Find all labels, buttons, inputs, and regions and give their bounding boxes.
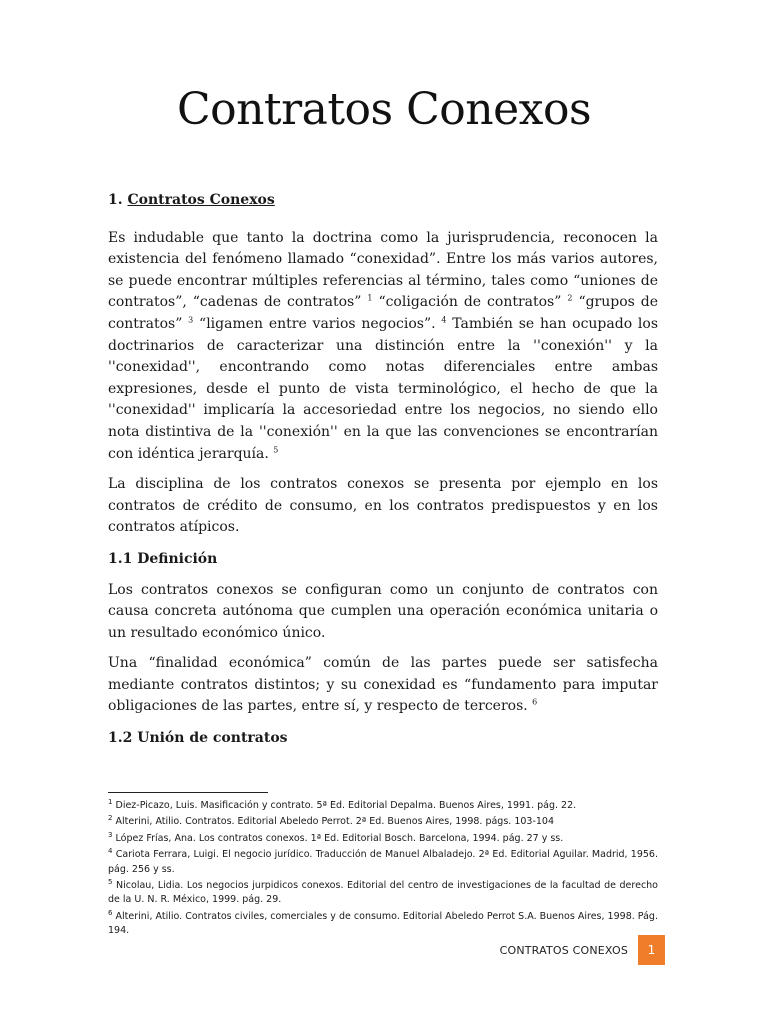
footnote-number: 1: [108, 797, 113, 806]
section-heading-1: [108, 190, 658, 212]
footnote-text: Alterini, Atilio. Contratos. Editorial Abeledo Perrot. 2ª Ed. Buenos Aires, 1998. págs. 103-104: [115, 816, 555, 828]
footnote-text: López Frías, Ana. Los contratos conexos. 1ª Ed. Editorial Bosch. Barcelona, 1994. pág. 27 y ss.: [115, 832, 564, 844]
footnote-number: 6: [108, 908, 113, 917]
footnote-text: Cariota Ferrara, Luigi. El negocio jurídico. Traducción de Manuel Albaladejo. 2ª Ed. Editorial Aguilar. Madrid, 1956. pág. 256 y ss.: [108, 849, 658, 875]
footnote: [108, 848, 658, 877]
paragraph-text: “ligamen entre varios negocios”.: [199, 315, 436, 332]
footnote-ref-2[interactable]: 2: [567, 293, 573, 303]
footnote-text: Alterini, Atilio. Contratos civiles, comerciales y de consumo. Editorial Abeledo Perrot S.A. Buenos Aires, 1998. Pág. 194.: [108, 910, 658, 937]
footnote-number: 2: [108, 814, 113, 823]
footnote: [108, 879, 658, 908]
section-heading-union: 1.2 Unión de contratos: [108, 730, 288, 747]
document-body: [108, 190, 658, 759]
paragraph-text: Es indudable que tanto la doctrina como la jurisprudencia, reconocen la existencia del fenómeno llamado “conexidad”. Entre los más varios autores, se puede encontrar múltiples referencias al término, tales como “uniones de contratos”, “cadenas de contratos”: [108, 229, 658, 311]
footnote: [108, 799, 658, 813]
paragraph-disciplina: La disciplina de los contratos conexos se presenta por ejemplo en los contratos de crédito de consumo, en los contratos predispuestos y en los contratos atípicos.: [108, 476, 658, 536]
footnotes: [108, 799, 658, 941]
footnote-ref-3[interactable]: 3: [188, 315, 194, 325]
footnote-ref-6[interactable]: 6: [532, 697, 538, 707]
footnote-number: 3: [108, 830, 113, 839]
paragraph-text: Una “finalidad económica” común de las partes puede ser satisfecha mediante contratos distintos; y su conexidad es “fundamento para imputar obligaciones de las partes, entre sí, y respecto de terceros.: [108, 655, 658, 715]
paragraph-definicion: Los contratos conexos se configuran como un conjunto de contratos con causa concreta autónoma que cumplen una operación económica unitaria o un resultado económico único.: [108, 581, 658, 641]
paragraph-text: “grupos de contratos”: [108, 294, 659, 332]
page-title: Contratos Conexos: [176, 84, 592, 135]
footnote-separator: [108, 792, 268, 793]
footnote-ref-5[interactable]: 5: [273, 444, 279, 454]
footnote-number: 5: [108, 877, 113, 886]
page-number-badge: 1: [638, 935, 665, 965]
paragraph-conexidad: [108, 228, 658, 466]
section-number: 1.: [108, 192, 123, 208]
footnote-ref-4[interactable]: 4: [441, 315, 447, 325]
footer-label: CONTRATOS CONEXOS: [499, 943, 628, 957]
paragraph-text: “coligación de contratos”: [378, 294, 562, 311]
paragraph-text: También se han ocupado los doctrinarios de caracterizar una distinción entre la ''conexión'' y la ''conexidad'', encontrando como notas diferenciales entre ambas expresiones, desde el punto de vista terminológico, el hecho de que la ''conexidad'' implicaría la accesoriedad entre los negocios, no siendo ello nota distintiva de la ''conexión'' en la que las convenciones se encontrarían con idéntica jerarquía.: [108, 315, 659, 462]
footnote-ref-1[interactable]: 1: [367, 293, 373, 303]
footnote-text: Diez-Picazo, Luis. Masificación y contrato. 5ª Ed. Editorial Depalma. Buenos Aires, 1991. pág. 22.: [115, 800, 577, 811]
section-heading-definicion: 1.1 Definición: [108, 550, 218, 567]
section-heading-text: Contratos Conexos: [127, 192, 275, 208]
footnote: [108, 832, 658, 846]
footnote: [108, 815, 658, 829]
footnote-text: Nicolau, Lidia. Los negocios jurpidicos conexos. Editorial del centro de investigaciones de la facultad de derecho de la U. N. R. México, 1999. pág. 29.: [108, 880, 658, 906]
paragraph-finalidad: [108, 653, 658, 718]
page-footer: [500, 935, 665, 965]
footnote-number: 4: [108, 847, 113, 856]
